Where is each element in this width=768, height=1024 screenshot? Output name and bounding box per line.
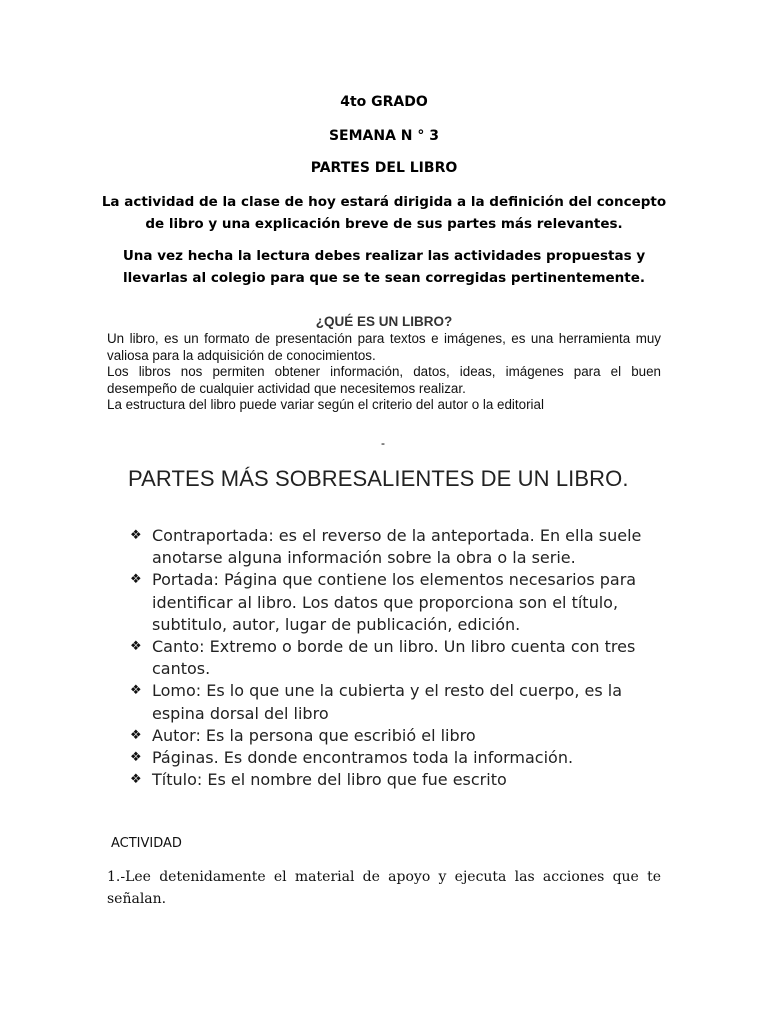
definition-paragraph: Los libros nos permiten obtener información, datos, ideas, imágenes para el buen desempeño de cualquier actividad que necesitemos realizar. bbox=[107, 364, 661, 396]
diamond-bullet-icon: ❖ bbox=[130, 528, 142, 543]
diamond-bullet-icon: ❖ bbox=[130, 683, 142, 699]
list-item bbox=[128, 747, 668, 769]
definition-paragraph: La estructura del libro puede variar según el criterio del autor o la editorial bbox=[107, 397, 544, 412]
diamond-bullet-icon: ❖ bbox=[130, 572, 142, 588]
intro-paragraph-1: La actividad de la clase de hoy estará dirigida a la definición del concepto de libro y una explicación breve de sus partes más relevantes. bbox=[101, 194, 667, 232]
activity-heading: ACTIVIDAD bbox=[111, 836, 182, 851]
list-item bbox=[128, 725, 668, 747]
list-item-text: Contraportada: es el reverso de la anteportada. En ella suele anotarse alguna información sobre la obra o la serie. bbox=[152, 526, 642, 568]
grade-heading: 4to GRADO bbox=[340, 94, 428, 110]
list-item bbox=[128, 636, 668, 680]
list-item-text: Portada: Página que contiene los elementos necesarios para identificar al libro. Los datos que proporciona son el título, subtitulo, autor, lugar de publicación, edición. bbox=[152, 570, 637, 634]
week-heading: SEMANA N ° 3 bbox=[328, 128, 440, 144]
parts-list bbox=[128, 525, 668, 791]
list-item bbox=[128, 569, 668, 636]
diamond-bullet-icon: ❖ bbox=[130, 727, 142, 743]
definition-title: ¿QUÉ ES UN LIBRO? bbox=[315, 314, 453, 329]
definition-body bbox=[107, 331, 661, 414]
diamond-bullet-icon: ❖ bbox=[130, 750, 142, 766]
parts-title: PARTES MÁS SOBRESALIENTES DE UN LIBRO. bbox=[128, 466, 629, 491]
definition-paragraph: Un libro, es un formato de presentación para textos e imágenes, es una herramienta muy valiosa para la adquisición de conocimientos. bbox=[107, 331, 661, 363]
list-item bbox=[128, 525, 668, 569]
list-item bbox=[128, 680, 668, 724]
intro-paragraph-2: Una vez hecha la lectura debes realizar las actividades propuestas y llevarlas al colegio para que se te sean corregidas pertinentemente. bbox=[122, 248, 646, 286]
list-item-text: Canto: Extremo o borde de un libro. Un libro cuenta con tres cantos. bbox=[152, 637, 636, 679]
activity-instruction: 1.-Lee detenidamente el material de apoyo y ejecuta las acciones que te señalan. bbox=[107, 869, 661, 907]
list-item-text: Lomo: Es lo que une la cubierta y el resto del cuerpo, es la espina dorsal del libro bbox=[152, 681, 623, 723]
list-item-text: Autor: Es la persona que escribió el libro bbox=[152, 725, 476, 745]
list-item bbox=[128, 769, 668, 791]
diamond-bullet-icon: ❖ bbox=[130, 772, 142, 788]
separator-mark: - bbox=[381, 436, 385, 450]
list-item-text: Título: Es el nombre del libro que fue escrito bbox=[152, 770, 507, 790]
list-item-text: Páginas. Es donde encontramos toda la información. bbox=[152, 748, 574, 768]
diamond-bullet-icon: ❖ bbox=[130, 639, 142, 655]
topic-heading: PARTES DEL LIBRO bbox=[310, 160, 458, 176]
